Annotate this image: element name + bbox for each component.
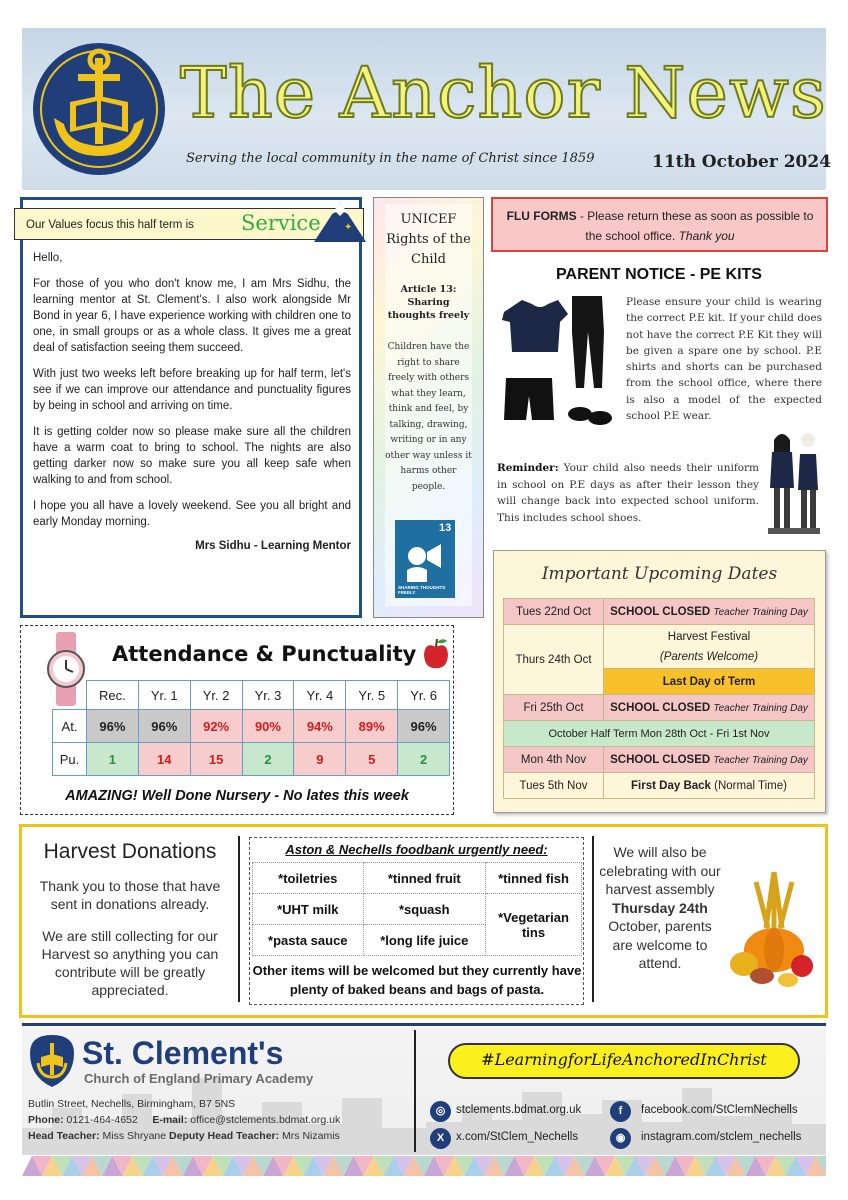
flu-thanks: Thank you (678, 229, 735, 243)
date-row (504, 747, 815, 773)
date-event-note: (Normal Time) (710, 779, 787, 792)
date-event-line: Harvest Festival (667, 630, 751, 643)
reminder-text: Your child also needs their uniform in school on P.E days as after their lesson they will change back into expected school uniform. This includes school shoes. (497, 462, 759, 524)
date-event (604, 747, 815, 773)
foodbank-title: Aston & Nechells foodbank urgently need: (285, 842, 548, 857)
foodbank-item: *pasta sauce (253, 925, 364, 956)
newsletter-subtitle: Serving the local community in the name of Christ since 1859 (186, 151, 595, 166)
x-icon: X (430, 1128, 451, 1149)
uniform-mannequin-image (764, 428, 824, 536)
instagram-icon: ◉ (610, 1128, 631, 1149)
school-address: Butlin Street, Nechells, Birmingham, B7 5NS (28, 1098, 236, 1110)
date-event-bold: SCHOOL CLOSED (610, 605, 711, 618)
punctuality-cell: 2 (242, 743, 294, 776)
attendance-note: AMAZING! Well Done Nursery - No lates this week (65, 788, 409, 804)
mountain-icon (314, 200, 366, 242)
flu-body: - Please return these as soon as possible to the school office. (576, 209, 814, 243)
punctuality-cell: 1 (87, 743, 139, 776)
date-day: Tues 22nd Oct (504, 599, 604, 625)
pe-text: Please ensure your child is wearing the correct P.E kit. If your child does not have the correct P.E Kit they will be given a spare one by school. P.E shirts and shorts can be purchased from the school office, where there is also a model of the expected school P.E wear. (626, 296, 822, 423)
row-label: At. (53, 710, 87, 743)
email-label: E-mail: (152, 1114, 188, 1126)
harvest-thanks: Thank you to those that have sent in donations already. (39, 878, 221, 912)
attendance-title: Attendance & Punctuality (112, 642, 417, 666)
decorative-triangle-strip (22, 1156, 826, 1176)
pe-title: PARENT NOTICE - PE KITS (556, 266, 762, 283)
foodbank-items-table (252, 862, 582, 956)
deputy-label: Deputy Head Teacher: (169, 1130, 280, 1142)
date-day: Tues 5th Nov (504, 773, 604, 799)
email-address[interactable]: office@stclements.bdmat.org.uk (187, 1114, 341, 1126)
foodbank-item: *tinned fish (486, 863, 582, 894)
date-event-bold: SCHOOL CLOSED (610, 753, 711, 766)
date-event: Last Day of Term (604, 669, 815, 695)
foodbank-item: *squash (363, 894, 485, 925)
harvest-appeal: We are still collecting for our Harvest so anything you can contribute will be greatly appreciated. (41, 928, 219, 998)
assembly-date: Thursday 24th (612, 899, 708, 916)
website-link[interactable]: stclements.bdmat.org.uk (456, 1104, 582, 1116)
deputy-name: Mrs Nizamis (279, 1130, 340, 1142)
attendance-cell: 90% (242, 710, 294, 743)
year-header: Yr. 6 (398, 681, 450, 710)
year-header: Yr. 1 (138, 681, 190, 710)
school-name: St. Clement's (82, 1035, 284, 1071)
row-label: Pu. (53, 743, 87, 776)
punctuality-cell: 14 (138, 743, 190, 776)
pe-reminder (497, 460, 759, 526)
anchor-logo (30, 40, 168, 178)
date-day: Thurs 24th Oct (504, 625, 604, 695)
year-header: Yr. 2 (190, 681, 242, 710)
unicef-text: Children have the right to share freely with others what they learn, think and feel, by talking, drawing, writing or in any other way unless it harms other people. (385, 342, 472, 492)
foodbank-item: *tinned fruit (363, 863, 485, 894)
foodbank-note: Other items will be welcomed but they currently have plenty of baked beans and bags of pasta. (252, 963, 582, 997)
sdg-label: SHARING THOUGHTS FREELY (398, 585, 446, 595)
attendance-table (52, 680, 450, 776)
punctuality-cell: 15 (190, 743, 242, 776)
letter-paragraph: For those of you who don't know me, I am Mrs Sidhu, the learning mentor at St. Clement's. I also work alongside Mr Bond in year 6, I have experience working with children one to one, in small groups or as a whole class. It gives me a great deal of satisfaction seeing them succeed. (33, 278, 351, 354)
attendance-row (53, 710, 450, 743)
punctuality-cell: 9 (294, 743, 346, 776)
phone-label: Phone: (28, 1114, 64, 1126)
attendance-cell: 89% (346, 710, 398, 743)
table-corner (53, 681, 87, 710)
date-event (604, 773, 815, 799)
values-prefix: Our Values focus this half term is (26, 219, 194, 231)
newsletter-title: The Anchor News (180, 52, 827, 134)
unicef-article: Article 13: Sharing thoughts freely (387, 284, 470, 321)
phone-number: 0121-464-4652 (63, 1114, 138, 1126)
issue-date: 11th October 2024 (652, 152, 832, 172)
date-event-bold: First Day Back (631, 779, 711, 792)
svg-text:✦: ✦ (344, 222, 353, 233)
unicef-title: UNICEF Rights of the Child (386, 212, 471, 267)
facebook-link[interactable]: facebook.com/StClemNechells (641, 1104, 798, 1116)
upcoming-dates-title: Important Upcoming Dates (541, 564, 778, 584)
attendance-cell: 96% (138, 710, 190, 743)
date-event-note: Teacher Training Day (713, 702, 808, 714)
reminder-label: Reminder: (497, 462, 559, 474)
head-label: Head Teacher: (28, 1130, 100, 1142)
punctuality-cell: 5 (346, 743, 398, 776)
punctuality-row (53, 743, 450, 776)
letter-greeting: Hello, (33, 252, 63, 264)
letter-paragraph: I hope you all have a lovely weekend. See you all bright and early Monday morning. (33, 500, 351, 528)
x-link[interactable]: x.com/StClem_Nechells (456, 1131, 579, 1143)
footer-rule (22, 1023, 826, 1026)
date-row (504, 721, 815, 747)
assembly-text-2: October, parents are welcome to attend. (608, 918, 712, 971)
letter-paragraph: It is getting colder now so please make sure all the children have a warm coat to bring to school. The nights are also getting darker now so make sure you all keep safe when walking to and from school. (33, 426, 351, 486)
foodbank-item: *toiletries (253, 863, 364, 894)
contact-line (28, 1114, 340, 1126)
foodbank-item: *Vegetarian tins (486, 894, 582, 956)
footer-divider (414, 1030, 416, 1152)
date-event (604, 599, 815, 625)
harvest-title: Harvest Donations (43, 840, 217, 863)
year-header: Yr. 4 (294, 681, 346, 710)
attendance-cell: 94% (294, 710, 346, 743)
hashtag: #LearningforLifeAnchoredInChrist (481, 1050, 767, 1069)
school-subtitle: Church of England Primary Academy (84, 1071, 314, 1086)
foodbank-item: *long life juice (363, 925, 485, 956)
attendance-cell: 92% (190, 710, 242, 743)
attendance-header-row (53, 681, 450, 710)
flu-title: FLU FORMS (506, 209, 577, 223)
date-row (504, 695, 815, 721)
apple-icon (421, 637, 451, 671)
foodbank-row (253, 863, 582, 894)
year-header: Rec. (87, 681, 139, 710)
date-row (504, 625, 815, 669)
date-day: Mon 4th Nov (504, 747, 604, 773)
sdg-number: 13 (439, 522, 452, 534)
harvest-produce-image (726, 868, 822, 990)
letter-paragraph: With just two weeks left before breaking up for half term, let's see if we can improve our attendance and punctuality figures by being in school and arriving on time. (33, 368, 351, 412)
foodbank-item: *UHT milk (253, 894, 364, 925)
assembly-text-1: We will also be celebrating with our harvest assembly (599, 844, 721, 897)
school-crest-icon (26, 1033, 78, 1089)
year-header: Yr. 5 (346, 681, 398, 710)
date-event-note: Teacher Training Day (713, 606, 808, 618)
values-word: Service (241, 211, 321, 235)
attendance-cell: 96% (398, 710, 450, 743)
foodbank-row (253, 894, 582, 925)
date-event-note: Teacher Training Day (713, 754, 808, 766)
letter-box (20, 197, 362, 618)
instagram-link[interactable]: instagram.com/stclem_nechells (641, 1131, 802, 1143)
harvest-assembly-text (598, 843, 722, 973)
date-event-note: (Parents Welcome) (659, 650, 759, 663)
date-row (504, 599, 815, 625)
date-event (604, 695, 815, 721)
punctuality-cell: 2 (398, 743, 450, 776)
date-row (504, 773, 815, 799)
date-event-bold: SCHOOL CLOSED (610, 701, 711, 714)
letter-signature: Mrs Sidhu - Learning Mentor (195, 540, 351, 552)
date-day: Fri 25th Oct (504, 695, 604, 721)
upcoming-dates-table (503, 598, 815, 799)
staff-line (28, 1130, 340, 1142)
divider (238, 836, 240, 1002)
head-name: Miss Shryane (99, 1130, 170, 1142)
year-header: Yr. 3 (242, 681, 294, 710)
divider (592, 836, 594, 1002)
pe-kit-image (498, 292, 620, 434)
date-event (604, 625, 815, 669)
flu-text (500, 206, 820, 246)
date-event: October Half Term Mon 28th Oct - Fri 1st Nov (504, 721, 815, 747)
globe-icon: ◎ (430, 1101, 451, 1122)
attendance-cell: 96% (87, 710, 139, 743)
facebook-icon: f (610, 1101, 631, 1122)
